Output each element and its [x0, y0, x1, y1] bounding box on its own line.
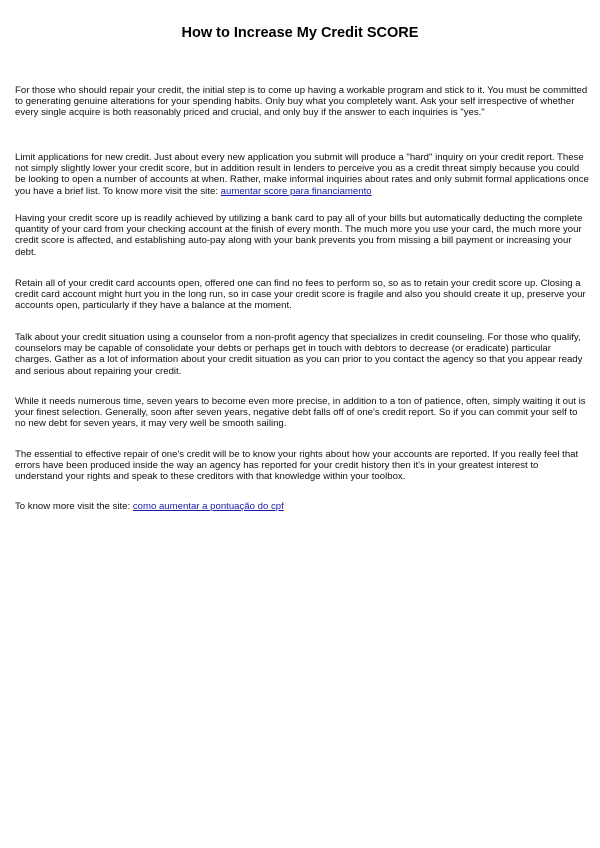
paragraph-text: To know more visit the site: — [15, 501, 133, 512]
paragraph-text: Having your credit score up is readily achieved by utilizing a bank card to pay all of your bills but automatically deducting the complete quantity of your card from your checking account at the finish of every month. The much more you use your card, the much more your credit score is affected, and establishing auto-pay along with your bank prevents you from missing a bill payment or increasing your debt. — [15, 213, 583, 258]
link-pontuacao-cpf[interactable]: como aumentar a pontuação do cpf — [132, 501, 284, 512]
paragraph-repair-plan — [15, 85, 589, 119]
paragraph-counselor — [15, 332, 589, 377]
paragraph-text: For those who should repair your credit, the initial step is to come up having a workable program and stick to it. You must be committed to generating genuine alterations for your spending habits. Only buy what you completely want. Ask your self irrespective of whether every single acquire is both reasonably priced and crucial, and only buy if the answer to each inquiries is "yes." — [15, 85, 588, 119]
paragraph-text: The essential to effective repair of one's credit will be to know your rights about how your accounts are reported. If you really feel that errors have been produced inside the way an agency has reported for your credit history then it's in your greatest interest to understand your rights and speak to these creditors with that knowledge within your toolbox. — [15, 449, 579, 483]
paragraph-closing-link — [15, 501, 589, 512]
paragraph-text: Limit applications for new credit. Just about every new application you submit will produce a "hard" inquiry on your credit report. These not simply slightly lower your credit score, but in addition result in lenders to perceive you as a credit threat simply because you could be looking to open a number of accounts at when. Rather, make informal inquiries about rates and only submit formal applications once you have a brief list. To know more visit the site: — [15, 152, 589, 197]
page-title: How to Increase My Credit SCORE — [181, 25, 419, 41]
paragraph-know-rights — [15, 449, 589, 483]
paragraph-retain-accounts — [15, 278, 589, 312]
link-aumentar-score[interactable]: aumentar score para financiamento — [220, 185, 372, 197]
paragraph-bank-card — [15, 213, 589, 258]
paragraph-text: While it needs numerous time, seven years to become even more precise, in addition to a ton of patience, often, simply waiting it out is your finest selection. Generally, soon after seven years, negative debt falls off of one's credit report. So if you can commit your self to no new debt for seven years, it may very well be smooth sailing. — [15, 396, 586, 430]
paragraph-text: Talk about your credit situation using a counselor from a non-profit agency that specializes in credit counseling. For those who qualify, counselors may be capable of consolidate your debts or perhaps get in touch with debtors to decrease (or eradicate) particular charges. Gather as a lot of information about your credit situation as you can prior to you contact the agency so that you appear ready and serious about repairing your credit. — [15, 332, 583, 377]
paragraph-limit-applications — [15, 152, 589, 197]
paragraph-seven-years — [15, 396, 589, 430]
paragraph-text: Retain all of your credit card accounts open, offered one can find no fees to perform so, so as to retain your credit score up. Closing a credit card account might hurt you in the long run, so in case your credit score is fragile and also you should create it up, preserve your accounts open, particularly if they have a balance at the moment. — [15, 278, 586, 312]
